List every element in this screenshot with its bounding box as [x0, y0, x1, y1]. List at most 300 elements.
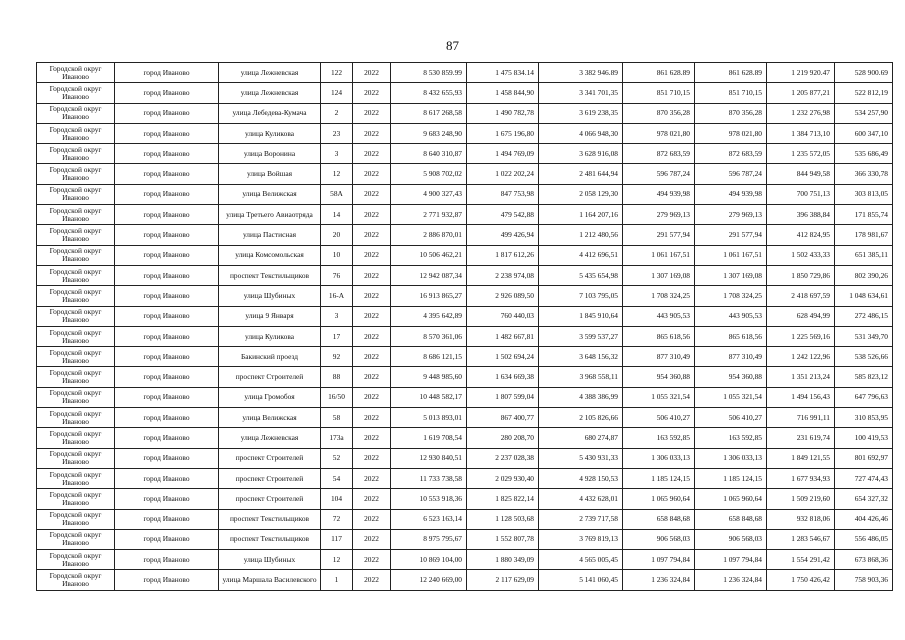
cost-item-2-cell: 1 845 910,64 — [539, 306, 623, 326]
municipality-cell: Городской округ Иваново — [37, 205, 115, 225]
total-cost-cell: 8 570 361,06 — [391, 326, 467, 346]
house-number-cell: 58 — [321, 408, 353, 428]
year-cell: 2022 — [353, 326, 391, 346]
year-cell: 2022 — [353, 428, 391, 448]
house-number-cell: 76 — [321, 265, 353, 285]
municipality-cell: Городской округ Иваново — [37, 144, 115, 164]
municipality-cell: Городской округ Иваново — [37, 63, 115, 83]
cost-item-4-cell: 658 848,68 — [695, 509, 767, 529]
cost-item-1-cell: 1 475 834.14 — [467, 63, 539, 83]
settlement-cell: город Иваново — [115, 387, 219, 407]
table-row — [37, 123, 893, 143]
house-number-cell: 17 — [321, 326, 353, 346]
cost-item-5-cell: 1 283 546,67 — [767, 529, 835, 549]
total-cost-cell: 1 619 708,54 — [391, 428, 467, 448]
street-cell: улица Лежневская — [219, 63, 321, 83]
house-number-cell: 88 — [321, 367, 353, 387]
cost-item-4-cell: 851 710,15 — [695, 83, 767, 103]
year-cell: 2022 — [353, 408, 391, 428]
total-cost-cell: 8 432 655,93 — [391, 83, 467, 103]
table-row — [37, 550, 893, 570]
table-row — [37, 529, 893, 549]
municipality-cell: Городской округ Иваново — [37, 367, 115, 387]
year-cell: 2022 — [353, 225, 391, 245]
year-cell: 2022 — [353, 63, 391, 83]
cost-item-3-cell: 851 710,15 — [623, 83, 695, 103]
year-cell: 2022 — [353, 570, 391, 590]
municipality-cell: Городской округ Иваново — [37, 570, 115, 590]
cost-item-1-cell: 2 926 089,50 — [467, 286, 539, 306]
cost-item-2-cell: 3 648 156,32 — [539, 347, 623, 367]
table-row — [37, 509, 893, 529]
cost-item-4-cell: 1 065 960,64 — [695, 489, 767, 509]
municipality-cell: Городской округ Иваново — [37, 387, 115, 407]
cost-item-3-cell: 279 969,13 — [623, 205, 695, 225]
cost-item-4-cell: 279 969,13 — [695, 205, 767, 225]
cost-item-4-cell: 861 628.89 — [695, 63, 767, 83]
cost-item-5-cell: 231 619,74 — [767, 428, 835, 448]
year-cell: 2022 — [353, 550, 391, 570]
municipality-cell: Городской округ Иваново — [37, 245, 115, 265]
street-cell: улица Пастисная — [219, 225, 321, 245]
cost-item-3-cell: 861 628.89 — [623, 63, 695, 83]
cost-item-5-cell: 1 219 920.47 — [767, 63, 835, 83]
cost-item-5-cell: 1 494 156,43 — [767, 387, 835, 407]
cost-item-3-cell: 163 592,85 — [623, 428, 695, 448]
total-cost-cell: 12 930 840,51 — [391, 448, 467, 468]
cost-item-1-cell: 479 542,88 — [467, 205, 539, 225]
table-row — [37, 428, 893, 448]
cost-item-5-cell: 1 351 213,24 — [767, 367, 835, 387]
cost-item-6-cell: 535 686,49 — [835, 144, 893, 164]
year-cell: 2022 — [353, 164, 391, 184]
table-row — [37, 205, 893, 225]
settlement-cell: город Иваново — [115, 225, 219, 245]
cost-item-3-cell: 1 708 324,25 — [623, 286, 695, 306]
table-row — [37, 63, 893, 83]
year-cell: 2022 — [353, 123, 391, 143]
total-cost-cell: 8 617 268,58 — [391, 103, 467, 123]
cost-item-2-cell: 3 968 558,11 — [539, 367, 623, 387]
municipality-cell: Городской округ Иваново — [37, 326, 115, 346]
cost-item-3-cell: 1 055 321,54 — [623, 387, 695, 407]
settlement-cell: город Иваново — [115, 367, 219, 387]
cost-item-6-cell: 171 855,74 — [835, 205, 893, 225]
year-cell: 2022 — [353, 205, 391, 225]
cost-item-6-cell: 651 385,11 — [835, 245, 893, 265]
house-number-cell: 52 — [321, 448, 353, 468]
house-number-cell: 2 — [321, 103, 353, 123]
street-cell: проспект Текстильщиков — [219, 529, 321, 549]
municipality-cell: Городской округ Иваново — [37, 306, 115, 326]
total-cost-cell: 8 530 859.99 — [391, 63, 467, 83]
cost-item-1-cell: 1 825 822,14 — [467, 489, 539, 509]
cost-item-6-cell: 647 796,63 — [835, 387, 893, 407]
settlement-cell: город Иваново — [115, 245, 219, 265]
house-number-cell: 122 — [321, 63, 353, 83]
street-cell: улица Куликова — [219, 123, 321, 143]
cost-item-6-cell: 538 526,66 — [835, 347, 893, 367]
cost-item-5-cell: 716 991,11 — [767, 408, 835, 428]
cost-item-4-cell: 163 592,85 — [695, 428, 767, 448]
house-number-cell: 16/50 — [321, 387, 353, 407]
cost-item-2-cell: 5 141 060,45 — [539, 570, 623, 590]
municipality-cell: Городской округ Иваново — [37, 103, 115, 123]
total-cost-cell: 16 913 865,27 — [391, 286, 467, 306]
cost-item-6-cell: 531 349,70 — [835, 326, 893, 346]
settlement-cell: город Иваново — [115, 529, 219, 549]
house-number-cell: 1 — [321, 570, 353, 590]
cost-item-6-cell: 585 823,12 — [835, 367, 893, 387]
house-number-cell: 23 — [321, 123, 353, 143]
table-row — [37, 265, 893, 285]
settlement-cell: город Иваново — [115, 184, 219, 204]
cost-item-3-cell: 596 787,24 — [623, 164, 695, 184]
municipality-cell: Городской округ Иваново — [37, 225, 115, 245]
street-cell: улица Войшая — [219, 164, 321, 184]
settlement-cell: город Иваново — [115, 347, 219, 367]
cost-item-3-cell: 870 356,28 — [623, 103, 695, 123]
cost-item-1-cell: 2 238 974,08 — [467, 265, 539, 285]
cost-item-4-cell: 1 307 169,08 — [695, 265, 767, 285]
cost-item-4-cell: 506 410,27 — [695, 408, 767, 428]
house-number-cell: 117 — [321, 529, 353, 549]
cost-item-4-cell: 872 683,59 — [695, 144, 767, 164]
cost-item-6-cell: 600 347,10 — [835, 123, 893, 143]
total-cost-cell: 6 523 163,14 — [391, 509, 467, 529]
cost-item-6-cell: 404 426,46 — [835, 509, 893, 529]
house-number-cell: 104 — [321, 489, 353, 509]
cost-item-5-cell: 844 949,58 — [767, 164, 835, 184]
street-cell: проспект Текстильщиков — [219, 509, 321, 529]
cost-item-1-cell: 760 440,03 — [467, 306, 539, 326]
street-cell: проспект Текстильщиков — [219, 265, 321, 285]
cost-item-6-cell: 534 257,90 — [835, 103, 893, 123]
cost-item-1-cell: 2 117 629,09 — [467, 570, 539, 590]
year-cell: 2022 — [353, 367, 391, 387]
cost-item-3-cell: 872 683,59 — [623, 144, 695, 164]
cost-item-6-cell: 673 868,36 — [835, 550, 893, 570]
cost-item-1-cell: 2 029 930,40 — [467, 468, 539, 488]
cost-item-2-cell: 3 341 701,35 — [539, 83, 623, 103]
house-number-cell: 54 — [321, 468, 353, 488]
cost-item-3-cell: 1 061 167,51 — [623, 245, 695, 265]
table-row — [37, 286, 893, 306]
house-number-cell: 10 — [321, 245, 353, 265]
year-cell: 2022 — [353, 509, 391, 529]
cost-item-1-cell: 847 753,98 — [467, 184, 539, 204]
cost-item-3-cell: 865 618,56 — [623, 326, 695, 346]
municipality-cell: Городской округ Иваново — [37, 184, 115, 204]
cost-item-4-cell: 1 097 794,84 — [695, 550, 767, 570]
total-cost-cell: 12 240 669,00 — [391, 570, 467, 590]
total-cost-cell: 10 506 462,21 — [391, 245, 467, 265]
cost-item-5-cell: 700 751,13 — [767, 184, 835, 204]
house-number-cell: 14 — [321, 205, 353, 225]
cost-item-1-cell: 1 817 612,26 — [467, 245, 539, 265]
settlement-cell: город Иваново — [115, 326, 219, 346]
cost-item-4-cell: 291 577,94 — [695, 225, 767, 245]
cost-item-5-cell: 1 232 276,98 — [767, 103, 835, 123]
cost-item-6-cell: 310 853,95 — [835, 408, 893, 428]
street-cell: улица Маршала Василевского — [219, 570, 321, 590]
cost-item-3-cell: 1 306 033,13 — [623, 448, 695, 468]
cost-item-3-cell: 1 236 324,84 — [623, 570, 695, 590]
cost-item-3-cell: 1 097 794,84 — [623, 550, 695, 570]
cost-item-4-cell: 954 360,88 — [695, 367, 767, 387]
cost-item-5-cell: 1 235 572,05 — [767, 144, 835, 164]
cost-item-2-cell: 4 928 150,53 — [539, 468, 623, 488]
table-row — [37, 468, 893, 488]
municipality-cell: Городской округ Иваново — [37, 408, 115, 428]
municipality-cell: Городской округ Иваново — [37, 550, 115, 570]
house-number-cell: 173а — [321, 428, 353, 448]
cost-item-1-cell: 1 022 202,24 — [467, 164, 539, 184]
settlement-cell: город Иваново — [115, 570, 219, 590]
total-cost-cell: 4 900 327,43 — [391, 184, 467, 204]
settlement-cell: город Иваново — [115, 83, 219, 103]
settlement-cell: город Иваново — [115, 144, 219, 164]
cost-item-5-cell: 1 384 713,10 — [767, 123, 835, 143]
cost-item-1-cell: 1 128 503,68 — [467, 509, 539, 529]
cost-item-5-cell: 1 205 877,21 — [767, 83, 835, 103]
cost-item-2-cell: 5 435 654,98 — [539, 265, 623, 285]
table-row — [37, 164, 893, 184]
cost-item-4-cell: 1 708 324,25 — [695, 286, 767, 306]
house-number-cell: 16-А — [321, 286, 353, 306]
cost-item-2-cell: 2 481 644,94 — [539, 164, 623, 184]
house-number-cell: 12 — [321, 550, 353, 570]
cost-item-6-cell: 654 327,32 — [835, 489, 893, 509]
cost-item-6-cell: 366 330,78 — [835, 164, 893, 184]
street-cell: улица Велижская — [219, 184, 321, 204]
cost-item-1-cell: 1 634 669,38 — [467, 367, 539, 387]
total-cost-cell: 8 686 121,15 — [391, 347, 467, 367]
cost-item-1-cell: 1 502 694,24 — [467, 347, 539, 367]
cost-item-5-cell: 1 225 569,16 — [767, 326, 835, 346]
year-cell: 2022 — [353, 468, 391, 488]
cost-item-4-cell: 1 061 167,51 — [695, 245, 767, 265]
municipality-cell: Городской округ Иваново — [37, 164, 115, 184]
cost-item-6-cell: 727 474,43 — [835, 468, 893, 488]
cost-item-1-cell: 1 880 349,09 — [467, 550, 539, 570]
settlement-cell: город Иваново — [115, 123, 219, 143]
table-row — [37, 225, 893, 245]
cost-item-2-cell: 4 066 948,30 — [539, 123, 623, 143]
year-cell: 2022 — [353, 103, 391, 123]
cost-item-4-cell: 1 055 321,54 — [695, 387, 767, 407]
cost-item-2-cell: 2 739 717,58 — [539, 509, 623, 529]
cost-item-6-cell: 801 692,97 — [835, 448, 893, 468]
cost-item-6-cell: 556 486,05 — [835, 529, 893, 549]
year-cell: 2022 — [353, 184, 391, 204]
municipality-cell: Городской округ Иваново — [37, 265, 115, 285]
cost-item-2-cell: 4 432 628,01 — [539, 489, 623, 509]
cost-item-6-cell: 522 812,19 — [835, 83, 893, 103]
settlement-cell: город Иваново — [115, 448, 219, 468]
settlement-cell: город Иваново — [115, 265, 219, 285]
cost-item-5-cell: 396 388,84 — [767, 205, 835, 225]
cost-item-1-cell: 2 237 028,38 — [467, 448, 539, 468]
cost-item-6-cell: 528 900.69 — [835, 63, 893, 83]
street-cell: проспект Строителей — [219, 468, 321, 488]
house-number-cell: 3 — [321, 144, 353, 164]
cost-item-1-cell: 1 494 769,09 — [467, 144, 539, 164]
cost-item-6-cell: 272 486,15 — [835, 306, 893, 326]
cost-item-5-cell: 2 418 697,59 — [767, 286, 835, 306]
house-number-cell: 12 — [321, 164, 353, 184]
cost-item-3-cell: 906 568,03 — [623, 529, 695, 549]
street-cell: улица Лежневская — [219, 428, 321, 448]
municipality-cell: Городской округ Иваново — [37, 428, 115, 448]
table-row — [37, 245, 893, 265]
year-cell: 2022 — [353, 347, 391, 367]
house-number-cell: 58А — [321, 184, 353, 204]
cost-item-5-cell: 1 554 291,42 — [767, 550, 835, 570]
settlement-cell: город Иваново — [115, 428, 219, 448]
municipality-cell: Городской округ Иваново — [37, 83, 115, 103]
cost-item-6-cell: 1 048 634,61 — [835, 286, 893, 306]
table-row — [37, 347, 893, 367]
street-cell: проспект Строителей — [219, 489, 321, 509]
cost-item-4-cell: 596 787,24 — [695, 164, 767, 184]
year-cell: 2022 — [353, 529, 391, 549]
cost-item-2-cell: 3 382 946.89 — [539, 63, 623, 83]
street-cell: проспект Строителей — [219, 367, 321, 387]
cost-item-2-cell: 7 103 795,05 — [539, 286, 623, 306]
cost-item-1-cell: 1 490 782,78 — [467, 103, 539, 123]
municipality-cell: Городской округ Иваново — [37, 286, 115, 306]
cost-item-1-cell: 1 458 844,90 — [467, 83, 539, 103]
total-cost-cell: 10 869 104,00 — [391, 550, 467, 570]
street-cell: проспект Строителей — [219, 448, 321, 468]
cost-item-2-cell: 4 388 386,99 — [539, 387, 623, 407]
table-row — [37, 448, 893, 468]
cost-item-1-cell: 1 807 599,04 — [467, 387, 539, 407]
year-cell: 2022 — [353, 265, 391, 285]
street-cell: улица 9 Января — [219, 306, 321, 326]
total-cost-cell: 8 640 310,87 — [391, 144, 467, 164]
table-row — [37, 570, 893, 590]
cost-item-2-cell: 3 628 916,08 — [539, 144, 623, 164]
cost-item-1-cell: 1 552 807,78 — [467, 529, 539, 549]
table-body — [37, 63, 893, 591]
cost-item-3-cell: 506 410,27 — [623, 408, 695, 428]
cost-item-4-cell: 877 310,49 — [695, 347, 767, 367]
total-cost-cell: 10 553 918,36 — [391, 489, 467, 509]
table-row — [37, 184, 893, 204]
municipality-cell: Городской округ Иваново — [37, 509, 115, 529]
cost-item-4-cell: 870 356,28 — [695, 103, 767, 123]
settlement-cell: город Иваново — [115, 63, 219, 83]
settlement-cell: город Иваново — [115, 408, 219, 428]
cost-item-5-cell: 1 850 729,86 — [767, 265, 835, 285]
total-cost-cell: 9 683 248,90 — [391, 123, 467, 143]
total-cost-cell: 11 733 738,58 — [391, 468, 467, 488]
total-cost-cell: 2 886 870,01 — [391, 225, 467, 245]
cost-item-4-cell: 978 021,80 — [695, 123, 767, 143]
street-cell: улица Лебедева-Кумача — [219, 103, 321, 123]
total-cost-cell: 10 448 582,17 — [391, 387, 467, 407]
cost-item-2-cell: 5 430 931,33 — [539, 448, 623, 468]
table-row — [37, 306, 893, 326]
year-cell: 2022 — [353, 448, 391, 468]
year-cell: 2022 — [353, 286, 391, 306]
cost-item-4-cell: 1 306 033,13 — [695, 448, 767, 468]
cost-item-6-cell: 303 813,05 — [835, 184, 893, 204]
municipality-cell: Городской округ Иваново — [37, 529, 115, 549]
housing-repair-table — [36, 62, 893, 591]
cost-item-2-cell: 3 599 537,27 — [539, 326, 623, 346]
street-cell: улица Третьего Авиаотряда — [219, 205, 321, 225]
cost-item-2-cell: 2 105 826,66 — [539, 408, 623, 428]
cost-item-5-cell: 628 494,99 — [767, 306, 835, 326]
municipality-cell: Городской округ Иваново — [37, 123, 115, 143]
cost-item-4-cell: 1 185 124,15 — [695, 468, 767, 488]
cost-item-3-cell: 1 065 960,64 — [623, 489, 695, 509]
cost-item-5-cell: 1 849 121,55 — [767, 448, 835, 468]
cost-item-2-cell: 3 619 238,35 — [539, 103, 623, 123]
street-cell: улица Комсомольская — [219, 245, 321, 265]
table-row — [37, 83, 893, 103]
cost-item-3-cell: 658 848,68 — [623, 509, 695, 529]
settlement-cell: город Иваново — [115, 550, 219, 570]
cost-item-2-cell: 1 164 207,16 — [539, 205, 623, 225]
settlement-cell: город Иваново — [115, 489, 219, 509]
street-cell: улица Воронина — [219, 144, 321, 164]
cost-item-3-cell: 291 577,94 — [623, 225, 695, 245]
street-cell: улица Шубиных — [219, 550, 321, 570]
table-row — [37, 408, 893, 428]
table-row — [37, 326, 893, 346]
cost-item-5-cell: 412 824,95 — [767, 225, 835, 245]
cost-item-6-cell: 100 419,53 — [835, 428, 893, 448]
settlement-cell: город Иваново — [115, 286, 219, 306]
house-number-cell: 3 — [321, 306, 353, 326]
cost-item-4-cell: 906 568,03 — [695, 529, 767, 549]
cost-item-2-cell: 3 769 819,13 — [539, 529, 623, 549]
table-row — [37, 103, 893, 123]
cost-item-2-cell: 4 565 005,45 — [539, 550, 623, 570]
cost-item-2-cell: 1 212 480,56 — [539, 225, 623, 245]
municipality-cell: Городской округ Иваново — [37, 347, 115, 367]
cost-item-2-cell: 4 412 696,51 — [539, 245, 623, 265]
municipality-cell: Городской округ Иваново — [37, 489, 115, 509]
cost-item-5-cell: 1 502 433,33 — [767, 245, 835, 265]
cost-item-3-cell: 978 021,80 — [623, 123, 695, 143]
year-cell: 2022 — [353, 245, 391, 265]
year-cell: 2022 — [353, 489, 391, 509]
cost-item-6-cell: 178 981,67 — [835, 225, 893, 245]
settlement-cell: город Иваново — [115, 164, 219, 184]
street-cell: улица Шубиных — [219, 286, 321, 306]
cost-item-6-cell: 758 903,36 — [835, 570, 893, 590]
total-cost-cell: 5 908 702,02 — [391, 164, 467, 184]
house-number-cell: 72 — [321, 509, 353, 529]
cost-item-3-cell: 1 307 169,08 — [623, 265, 695, 285]
cost-item-3-cell: 443 905,53 — [623, 306, 695, 326]
municipality-cell: Городской округ Иваново — [37, 468, 115, 488]
total-cost-cell: 5 013 893,01 — [391, 408, 467, 428]
total-cost-cell: 9 448 985,60 — [391, 367, 467, 387]
total-cost-cell: 4 395 642,89 — [391, 306, 467, 326]
street-cell: Бакинский проезд — [219, 347, 321, 367]
cost-item-1-cell: 1 675 196,80 — [467, 123, 539, 143]
cost-item-3-cell: 877 310,49 — [623, 347, 695, 367]
street-cell: улица Куликова — [219, 326, 321, 346]
settlement-cell: город Иваново — [115, 306, 219, 326]
total-cost-cell: 8 975 795,67 — [391, 529, 467, 549]
